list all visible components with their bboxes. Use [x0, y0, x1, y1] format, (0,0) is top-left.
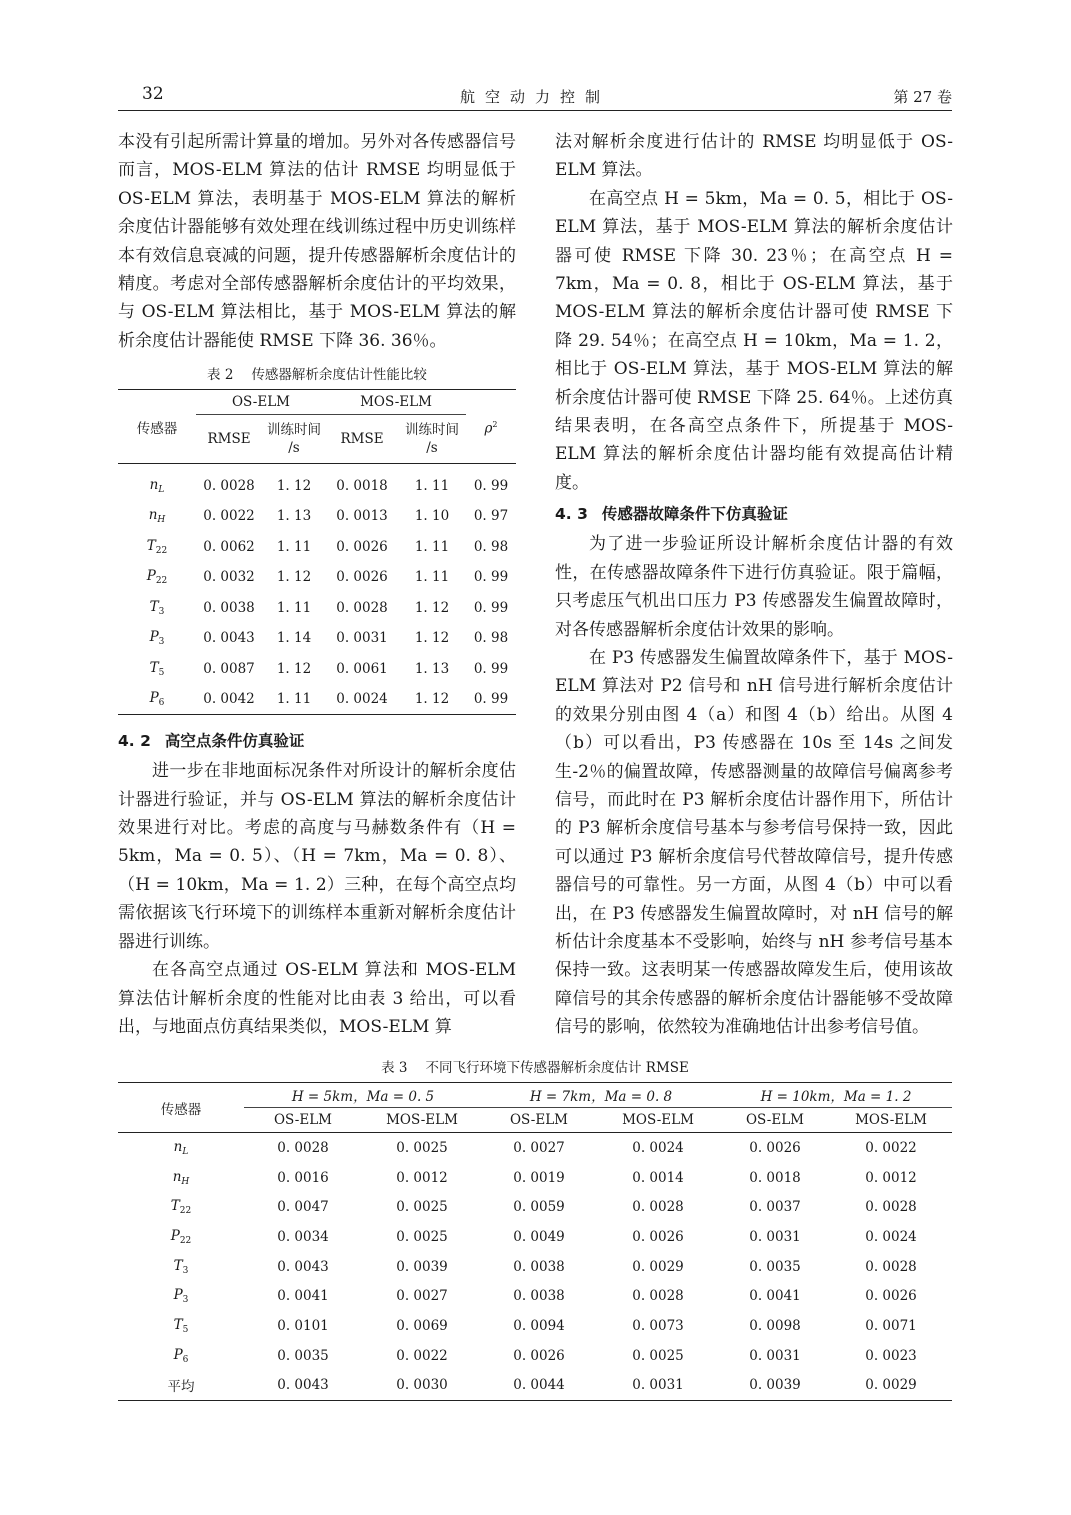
rmse-cell: 0. 0071	[865, 1317, 917, 1334]
table2-header-os-rmse: RMSE	[196, 415, 262, 464]
rmse-cell: 0. 0012	[396, 1169, 448, 1186]
table3-header-os-1: OS-ELM	[244, 1108, 362, 1133]
rmse-cell: 0. 0035	[277, 1347, 329, 1364]
rmse-cell: 0. 0028	[277, 1139, 329, 1156]
os-rmse-cell: 0. 0042	[196, 684, 262, 715]
table2-header-os: OS-ELM	[196, 390, 326, 415]
sensor-symbol: $T_{22}$	[146, 537, 168, 556]
rmse-cell: 0. 0094	[513, 1317, 565, 1334]
right-column	[555, 128, 953, 1042]
left-paragraph-2: 进一步在非地面标况条件对所设计的解析余度估计器进行验证，并与 OS-ELM 算法的解析余度估计效果进行对比。考虑的高度与马赫数条件有（H = 5km，Ma = 0. 5）、（H = 7km，Ma = 0. 8）、（H = 10km，Ma = 1. 2）三种，在每个高空点均需依据该飞行环境下的训练样本重新对解析余度估计器进行训练。	[118, 761, 516, 952]
rmse-cell: 0. 0025	[396, 1228, 448, 1245]
rmse-cell: 0. 0025	[396, 1199, 448, 1216]
table2-block	[118, 365, 516, 715]
rmse-cell: 0. 0027	[513, 1139, 565, 1156]
rmse-cell: 0. 0041	[277, 1288, 329, 1305]
sensor-symbol: $n_L$	[173, 1138, 189, 1157]
os-rmse-cell: 0. 0028	[203, 477, 255, 494]
rho-cell: 0. 98	[473, 630, 509, 646]
os-time-cell: 1. 12	[276, 660, 312, 677]
table3-header-mos-1: MOS-ELM	[362, 1108, 482, 1133]
average-cell: 0. 0039	[720, 1371, 830, 1401]
rho-cell: 0. 99	[473, 660, 509, 677]
rmse-cell: 0. 0027	[396, 1288, 448, 1305]
table-row	[118, 1281, 952, 1311]
sensor-symbol: $T_5$	[149, 659, 165, 678]
average-cell: 0. 0030	[362, 1371, 482, 1401]
sensor-symbol: $n_L$	[149, 476, 165, 495]
rmse-cell: 0. 0043	[277, 1258, 329, 1275]
mos-time-cell: 1. 12	[414, 599, 450, 616]
rmse-cell: 0. 0041	[749, 1288, 801, 1305]
rmse-cell: 0. 0025	[396, 1139, 448, 1156]
rmse-cell: 0. 0038	[513, 1258, 565, 1275]
mos-rmse-cell: 0. 0031	[336, 630, 388, 646]
rmse-cell: 0. 0035	[749, 1258, 801, 1275]
mos-rmse-cell: 0. 0026	[336, 538, 388, 555]
rmse-cell: 0. 0028	[865, 1199, 917, 1216]
right-paragraph-1: 法对解析余度进行估计的 RMSE 均明显低于 OS-ELM 算法。	[555, 132, 953, 181]
mos-rmse-cell: 0. 0024	[326, 684, 398, 715]
rmse-cell: 0. 0038	[513, 1288, 565, 1305]
table-row	[118, 464, 516, 501]
rmse-cell: 0. 0049	[513, 1228, 565, 1245]
table-row-average	[118, 1371, 952, 1401]
left-column	[118, 128, 516, 1041]
mos-time-cell: 1. 10	[414, 508, 450, 524]
rmse-cell: 0. 0039	[396, 1258, 448, 1275]
table3-block	[118, 1058, 952, 1401]
table3-caption	[118, 1058, 952, 1078]
table3-header-sensor: 传感器	[118, 1083, 244, 1133]
section-4-2-heading: 4. 2 高空点条件仿真验证	[118, 732, 305, 751]
table-row	[118, 1133, 952, 1163]
table3-header-group-1: H = 5km，Ma = 0. 5	[244, 1083, 482, 1108]
table-row	[118, 1311, 952, 1341]
average-cell: 0. 0043	[244, 1371, 362, 1401]
mos-time-cell: 1. 11	[414, 477, 450, 494]
os-rmse-cell: 0. 0062	[203, 538, 255, 555]
mos-time-cell: 1. 12	[414, 630, 450, 646]
right-paragraph-2: 在高空点 H = 5km，Ma = 0. 5，相比于 OS-ELM 算法，基于 MOS-ELM 算法的解析余度估计器可使 RMSE 下降 30. 23％；在高空点 H = 7km，Ma = 0. 8，相比于 OS-ELM 算法，基于 MOS-ELM 算法的解析余度估计器可使 RMSE 下降 29. 54％；在高空点 H = 10km，Ma = 1. 2，相比于 OS-ELM 算法，基于 MOS-ELM 算法的解析余度估计器可使 RMSE 下降 25. 64％。上述仿真结果表明，在各高空点条件下，所提基于 MOS-ELM 算法的解析余度估计器均能有效提高估计精度。	[555, 188, 953, 493]
mos-rmse-cell: 0. 0013	[336, 508, 388, 524]
table-row	[118, 501, 516, 532]
os-time-cell: 1. 12	[276, 569, 312, 585]
mos-time-cell: 1. 12	[398, 684, 466, 715]
os-rmse-cell: 0. 0022	[203, 508, 255, 524]
mos-time-cell: 1. 13	[414, 660, 450, 677]
sensor-symbol: $T_{22}$	[170, 1198, 192, 1217]
rmse-cell: 0. 0047	[277, 1199, 329, 1216]
table3-header-group-3: H = 10km，Ma = 1. 2	[720, 1083, 952, 1108]
rmse-cell: 0. 0028	[632, 1288, 684, 1305]
rmse-cell: 0. 0073	[632, 1317, 684, 1334]
table3-caption-label: 表 3	[381, 1060, 408, 1076]
rmse-cell: 0. 0016	[277, 1169, 329, 1186]
table-row	[118, 653, 516, 684]
rho-cell: 0. 99	[473, 599, 509, 616]
os-time-cell: 1. 11	[262, 684, 326, 715]
table-row	[118, 1341, 952, 1371]
journal-title: 航空动力控制	[459, 88, 610, 106]
rmse-cell: 0. 0028	[865, 1258, 917, 1275]
rmse-cell: 0. 0022	[865, 1139, 917, 1156]
table-row	[118, 562, 516, 593]
sensor-symbol: $P_{22}$	[170, 1227, 192, 1246]
page-number: 32	[142, 84, 164, 104]
mos-time-cell: 1. 11	[414, 538, 450, 555]
table2-header-os-time: 训练时间 /s	[262, 415, 326, 464]
rmse-cell: 0. 0022	[396, 1347, 448, 1364]
rmse-cell: 0. 0026	[749, 1139, 801, 1156]
rmse-cell: 0. 0028	[632, 1199, 684, 1216]
mos-rmse-cell: 0. 0061	[336, 660, 388, 677]
sensor-symbol: $n_H$	[172, 1168, 190, 1187]
average-cell: 0. 0044	[482, 1371, 596, 1401]
mos-rmse-cell: 0. 0026	[336, 569, 388, 585]
rmse-cell: 0. 0019	[513, 1169, 565, 1186]
average-cell: 0. 0029	[830, 1371, 952, 1401]
os-time-cell: 1. 11	[276, 538, 312, 555]
rmse-cell: 0. 0024	[632, 1139, 684, 1156]
table2-caption	[118, 365, 516, 385]
average-label: 平均	[118, 1371, 244, 1401]
table2-caption-label: 表 2	[207, 367, 234, 384]
os-time-cell: 1. 12	[276, 477, 312, 494]
table3-header-os-2: OS-ELM	[482, 1108, 596, 1133]
table-row	[118, 592, 516, 623]
rmse-cell: 0. 0031	[749, 1228, 801, 1245]
rmse-cell: 0. 0034	[277, 1228, 329, 1245]
rmse-cell: 0. 0069	[396, 1317, 448, 1334]
mos-time-cell: 1. 11	[414, 569, 450, 585]
rmse-cell: 0. 0026	[865, 1288, 917, 1305]
sensor-symbol: $P_6$	[173, 1346, 189, 1365]
table3-header-group-2: H = 7km，Ma = 0. 8	[482, 1083, 720, 1108]
os-rmse-cell: 0. 0038	[203, 599, 255, 616]
section-4-3-heading: 4. 3 传感器故障条件下仿真验证	[555, 505, 788, 524]
rmse-cell: 0. 0031	[749, 1347, 801, 1364]
rmse-cell: 0. 0098	[749, 1317, 801, 1334]
left-paragraph-3: 在各高空点通过 OS-ELM 算法和 MOS-ELM 算法估计解析余度的性能对比由表 3 给出，可以看出，与地面点仿真结果类似，MOS-ELM 算	[118, 960, 516, 1037]
rho-cell: 0. 97	[473, 508, 509, 524]
sensor-symbol: $T_3$	[149, 598, 165, 617]
table3-header-mos-2: MOS-ELM	[596, 1108, 720, 1133]
table2-header-rho: $\rho^2$	[466, 403, 516, 452]
table-row	[118, 684, 516, 715]
sensor-symbol: $P_6$	[118, 684, 196, 715]
table-row	[118, 1192, 952, 1222]
sensor-symbol: $T_3$	[173, 1257, 189, 1276]
rmse-cell: 0. 0037	[749, 1199, 801, 1216]
os-rmse-cell: 0. 0032	[203, 569, 255, 585]
volume-label: 第 27 卷	[893, 88, 952, 106]
right-paragraph-3: 为了进一步验证所设计解析余度估计器的有效性，在传感器故障条件下进行仿真验证。限于篇幅，只考虑压气机出口压力 P3 传感器发生偏置故障时，对各传感器解析余度估计效果的影响。	[555, 534, 953, 640]
rmse-cell: 0. 0018	[749, 1169, 801, 1186]
rmse-cell: 0. 0029	[632, 1258, 684, 1275]
table3-header-os-3: OS-ELM	[720, 1108, 830, 1133]
rho-cell: 0. 99	[466, 684, 516, 715]
mos-rmse-cell: 0. 0018	[336, 477, 388, 494]
table-row	[118, 531, 516, 562]
rmse-cell: 0. 0012	[865, 1169, 917, 1186]
os-time-cell: 1. 11	[276, 599, 312, 616]
table-row	[118, 623, 516, 654]
table2-header-sensor: 传感器	[118, 390, 196, 464]
table3-header-mos-3: MOS-ELM	[830, 1108, 952, 1133]
table2-header-mos-time: 训练时间 /s	[398, 415, 466, 464]
rmse-cell: 0. 0026	[632, 1228, 684, 1245]
sensor-symbol: $P_3$	[149, 629, 165, 647]
table2	[118, 389, 516, 715]
right-paragraph-4: 在 P3 传感器发生偏置故障条件下，基于 MOS-ELM 算法对 P2 信号和 nH 信号进行解析余度估计的效果分别由图 4（a）和图 4（b）给出。从图 4（b）可以看出，P3 传感器在 10s 至 14s 之间发生-2％的偏置故障，传感器测量的故障信号偏离参考信号，而此时在 P3 解析余度估计器作用下，所估计的 P3 解析余度信号基本与参考信号保持一致，因此可以通过 P3 解析余度信号代替故障信号，提升传感器信号的可靠性。另一方面，从图 4（b）中可以看出，在 P3 传感器发生偏置故障时，对 nH 信号的解析估计余度基本不受影响，始终与 nH 参考信号基本保持一致。这表明某一传感器故障发生后，使用该故障信号的其余传感器的解析余度估计器能够不受故障信号的影响，依然较为准确地估计出参考信号值。	[555, 647, 953, 1038]
rmse-cell: 0. 0026	[513, 1347, 565, 1364]
table-row	[118, 1222, 952, 1252]
left-paragraph-1: 本没有引起所需计算量的增加。另外对各传感器信号而言，MOS-ELM 算法的估计 RMSE 均明显低于 OS-ELM 算法，表明基于 MOS-ELM 算法的解析余度估计器能够有效处理在线训练过程中历史训练样本有效信息衰减的问题，提升传感器解析余度估计的精度。考虑对全部传感器解析余度估计的平均效果，与 OS-ELM 算法相比，基于 MOS-ELM 算法的解析余度估计器能使 RMSE 下降 36. 36％。	[118, 132, 516, 351]
mos-rmse-cell: 0. 0028	[336, 599, 388, 616]
table2-header-mos-rmse: RMSE	[326, 415, 398, 464]
table2-caption-text: 传感器解析余度估计性能比较	[251, 367, 427, 384]
average-cell: 0. 0031	[596, 1371, 720, 1401]
rho-cell: 0. 99	[473, 569, 509, 585]
os-rmse-cell: 0. 0087	[203, 660, 255, 677]
os-time-cell: 1. 13	[276, 508, 312, 524]
rmse-cell: 0. 0025	[632, 1347, 684, 1364]
rmse-cell: 0. 0023	[865, 1347, 917, 1364]
rmse-cell: 0. 0024	[865, 1228, 917, 1245]
rmse-cell: 0. 0014	[632, 1169, 684, 1186]
rmse-cell: 0. 0059	[513, 1199, 565, 1216]
table3-caption-text: 不同飞行环境下传感器解析余度估计 RMSE	[425, 1060, 689, 1076]
rmse-cell: 0. 0101	[277, 1317, 329, 1334]
rho-cell: 0. 99	[473, 477, 509, 494]
rho-cell: 0. 98	[473, 538, 509, 555]
running-header	[118, 84, 952, 111]
sensor-symbol: $P_{22}$	[146, 568, 168, 586]
table-row	[118, 1252, 952, 1282]
sensor-symbol: $n_H$	[148, 507, 166, 525]
table2-header-mos: MOS-ELM	[326, 390, 466, 415]
sensor-symbol: $P_3$	[173, 1287, 189, 1306]
os-rmse-cell: 0. 0043	[203, 630, 255, 646]
sensor-symbol: $T_5$	[173, 1316, 189, 1335]
os-time-cell: 1. 14	[276, 630, 312, 646]
table3	[118, 1082, 952, 1401]
table-row	[118, 1163, 952, 1193]
